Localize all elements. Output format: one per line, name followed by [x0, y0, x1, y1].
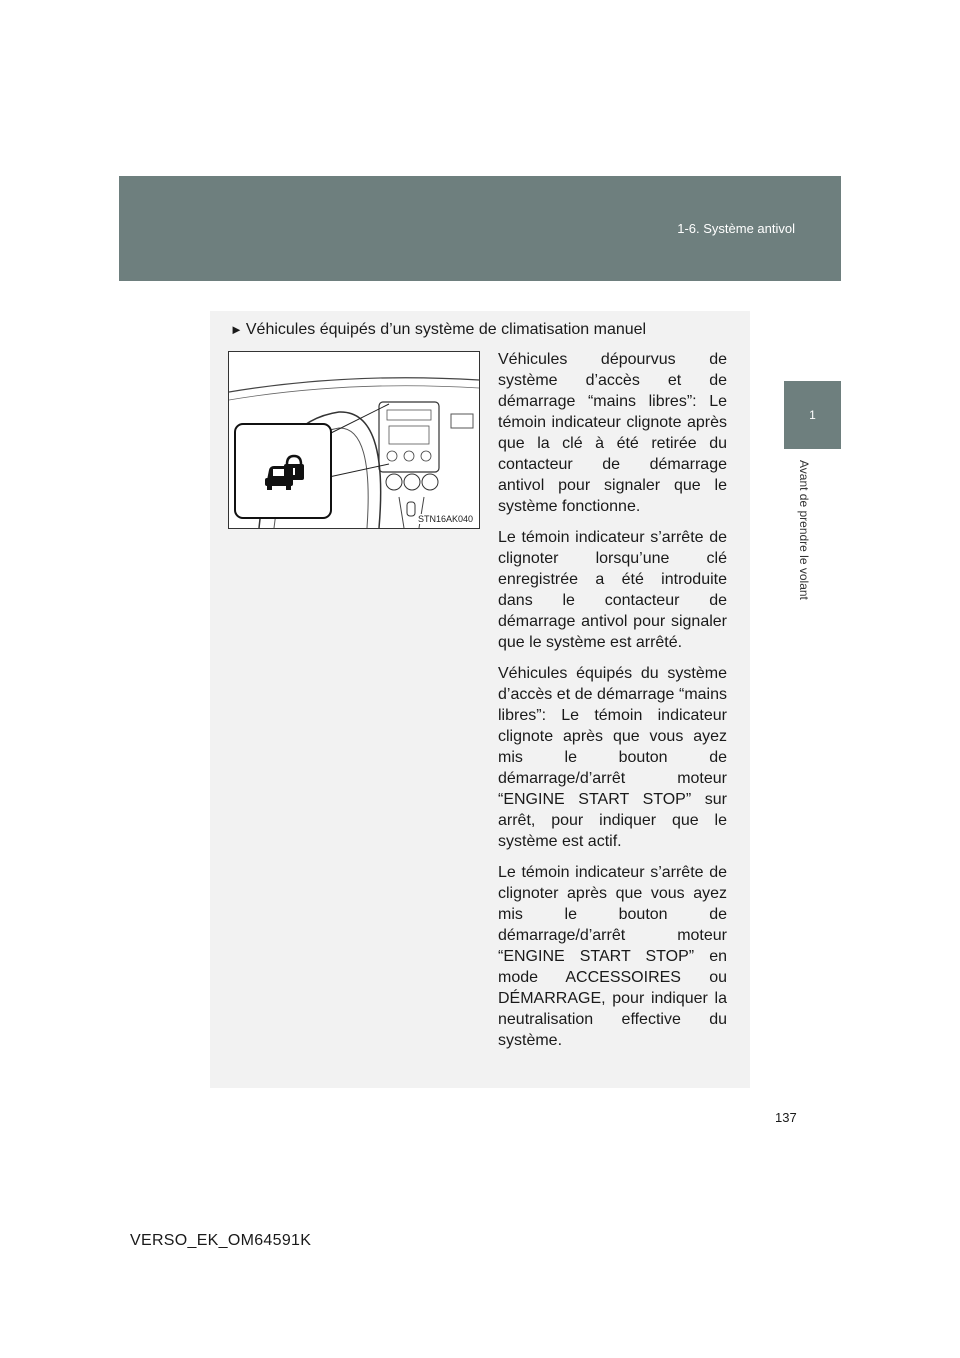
- content-panel: [210, 311, 750, 1088]
- figure-code: STN16AK040: [417, 514, 473, 524]
- page-number: 137: [775, 1110, 797, 1125]
- section-heading: [230, 321, 646, 339]
- heading-text: Véhicules équipés d’un système de climatisation manuel: [245, 321, 647, 338]
- dash-top-line: [229, 378, 479, 392]
- triangle-marker-icon: ►: [230, 322, 243, 337]
- dash-top-line-2: [229, 386, 479, 400]
- paragraph: Véhicules équipés du système d’accès et de démarrage “mains libres”: Le témoin indicateur clignote après que vous ayez mis le bouton de démarrage/d’arrêt moteur “ENGINE START STOP” sur arrêt, pour indiquer que le système est actif.: [498, 665, 727, 850]
- document-code: VERSO_EK_OM64591K: [130, 1232, 312, 1249]
- body-text: [498, 349, 727, 1061]
- center-stack: [379, 402, 439, 472]
- dashboard-illustration: [228, 351, 480, 529]
- chapter-label: Avant de prendre le volant: [797, 460, 811, 600]
- paragraph: Véhicules dépourvus de système d’accès et de démarrage “mains libres”: Le témoin indicateur clignote après que la clé à été retirée du contacteur de démarrage antivol pour signaler que le système fonctionne.: [498, 351, 727, 515]
- paragraph: Le témoin indicateur s’arrête de clignoter lorsqu’une clé enregistrée a été introduite dans le contacteur de démarrage antivol pour signaler que le système est arrêté.: [498, 529, 727, 651]
- leader-line: [329, 404, 389, 434]
- header-band: [119, 176, 841, 281]
- chapter-number: 1: [809, 408, 816, 422]
- chapter-label-wrap: [797, 460, 817, 630]
- chapter-tab: [784, 381, 841, 449]
- paragraph: Le témoin indicateur s’arrête de clignoter après que vous ayez mis le bouton de démarrage/d’arrêt moteur “ENGINE START STOP” en mode ACCESSOIRES ou DÉMARRAGE, pour indiquer la neutralisation effective du système.: [498, 864, 727, 1049]
- dashboard-drawing: [229, 352, 479, 528]
- section-title: 1-6. Système antivol: [677, 221, 795, 236]
- right-vent: [451, 414, 473, 428]
